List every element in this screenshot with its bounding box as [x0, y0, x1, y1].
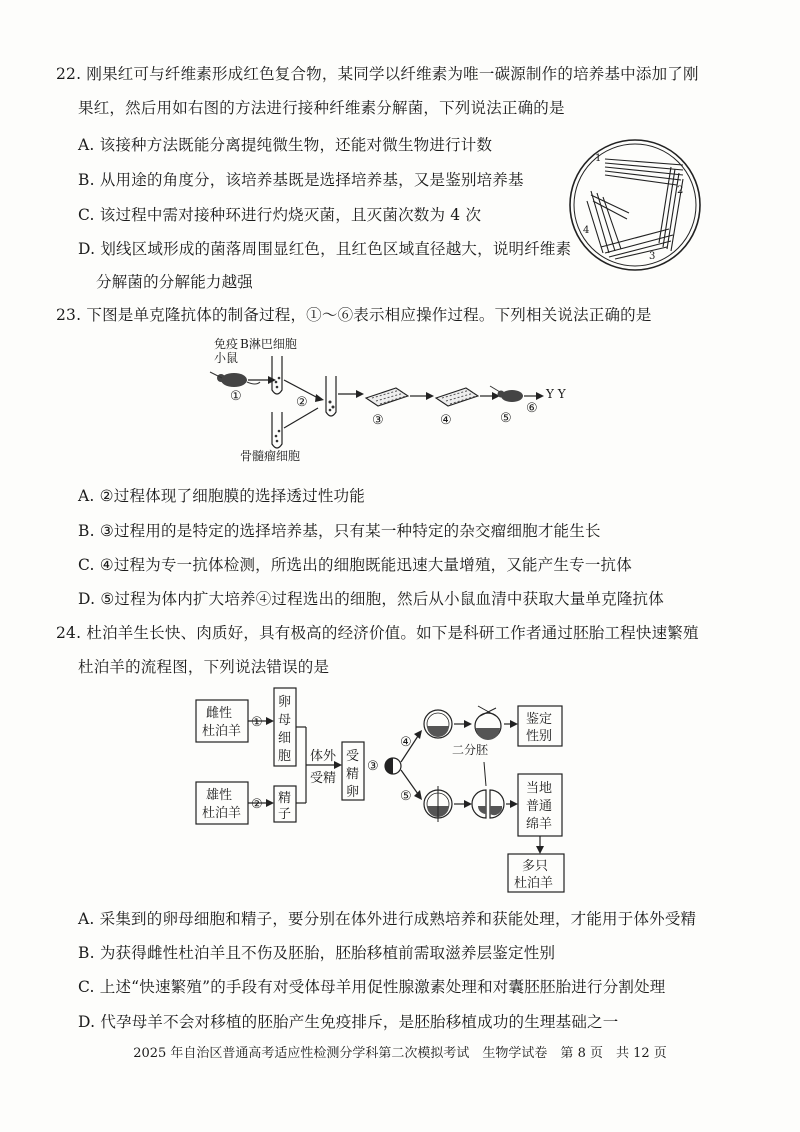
- q22-option-d-line1: D. 划线区域形成的菌落周围显红色，且红色区域直径越大，说明纤维素: [78, 240, 572, 258]
- q23-stem: 23. 下图是单克隆抗体的制备过程，①～⑥表示相应操作过程。下列相关说法正确的是: [56, 306, 652, 324]
- split-embryo-label: 二分胚: [452, 743, 489, 757]
- zygote-char-1: 受: [346, 749, 360, 764]
- culture-plate-icon-2: [436, 388, 478, 406]
- streak-label-2: 2: [677, 185, 684, 196]
- q23-option-a: A. ②过程体现了细胞膜的选择透过性功能: [78, 487, 365, 505]
- step-2-label: ②: [296, 395, 308, 410]
- morula-icon: [385, 758, 401, 774]
- step-1-label: ①: [251, 715, 263, 730]
- male-sheep-label-2: 杜泊羊: [202, 806, 242, 821]
- step-2-label: ②: [251, 797, 263, 812]
- step-3-label: ③: [367, 759, 379, 774]
- blastocyst-biopsy-icon: [475, 706, 501, 740]
- q23-option-c: C. ④过程为专一抗体检测，所选出的细胞既能迅速大量增殖，又能产生专一抗体: [78, 556, 632, 574]
- myeloma-test-tube-icon: [272, 412, 282, 448]
- sex-id-label-2: 性别: [526, 729, 553, 744]
- sperm-char-1: 精: [278, 791, 292, 806]
- q24-option-b: B. 为获得雌性杜泊羊且不伤及胚胎，胚胎移植前需取滋养层鉴定性别: [78, 944, 556, 962]
- zygote-char-2: 精: [346, 767, 360, 782]
- b-cell-test-tube-icon: [272, 356, 282, 394]
- oocyte-char-1: 卵: [278, 695, 292, 710]
- q22-stem-line1: 22. 刚果红可与纤维素形成红色复合物，某同学以纤维素为唯一碳源制作的培养基中添加了刚: [56, 65, 699, 83]
- result-label-1: 多只: [522, 859, 549, 874]
- fusion-test-tube-icon: [326, 376, 336, 416]
- b-lymphocyte-label: B淋巴细胞: [240, 337, 297, 351]
- streak-label-4: 4: [583, 225, 590, 236]
- q23-option-b: B. ③过程用的是特定的选择培养基，只有某一种特定的杂交瘤细胞才能生长: [78, 522, 601, 540]
- streak-plate-diagram: [565, 135, 705, 275]
- q22-option-c: C. 该过程中需对接种环进行灼烧灭菌，且灭菌次数为 4 次: [78, 206, 482, 224]
- ivf-label-2: 受精: [310, 771, 337, 786]
- antibody-icon: Y Y: [546, 387, 566, 401]
- q24-stem-line2: 杜泊羊的流程图，下列说法错误的是: [78, 658, 330, 676]
- embryo-engineering-flowchart: [190, 682, 590, 894]
- q22-option-d-line2: 分解菌的分解能力越强: [96, 273, 254, 291]
- q24-option-c: C. 上述“快速繁殖”的手段有对受体母羊用促性腺激素处理和对囊胚胚胎进行分割处理: [78, 978, 666, 996]
- q24-stem-line1: 24. 杜泊羊生长快、肉质好，具有极高的经济价值。如下是科研工作者通过胚胎工程快速繁殖: [56, 624, 699, 642]
- step-5-label: ⑤: [400, 789, 412, 804]
- petri-dish-inner: [574, 144, 696, 266]
- step-1-label: ①: [230, 389, 242, 404]
- ivf-label-1: 体外: [310, 749, 337, 764]
- step-5-label: ⑤: [500, 411, 512, 426]
- recipient-label-3: 绵羊: [526, 817, 553, 832]
- culture-plate-icon-1: [366, 388, 408, 406]
- blastocyst-icon-lower: [424, 786, 452, 822]
- streak-label-1: 1: [595, 153, 602, 164]
- oocyte-char-2: 母: [278, 713, 292, 728]
- blastocyst-icon-upper-1: [424, 710, 452, 738]
- streak-lines: [587, 159, 683, 259]
- male-sheep-label-1: 雄性: [206, 788, 233, 803]
- zygote-char-3: 卵: [346, 785, 360, 800]
- recipient-label-1: 当地: [526, 781, 553, 796]
- q24-option-a: A. 采集到的卵母细胞和精子，要分别在体外进行成熟培养和获能处理，才能用于体外受精: [78, 910, 697, 928]
- oocyte-char-4: 胞: [278, 749, 292, 764]
- q24-option-d: D. 代孕母羊不会对移植的胚胎产生免疫排斥，是胚胎移植成功的生理基础之一: [78, 1013, 619, 1031]
- step-3-label: ③: [372, 413, 384, 428]
- recipient-label-2: 普通: [526, 799, 553, 814]
- step-6-label: ⑥: [526, 401, 538, 416]
- sperm-char-2: 子: [278, 807, 292, 822]
- monoclonal-antibody-diagram: [200, 332, 580, 467]
- q23-option-d: D. ⑤过程为体内扩大培养④过程选出的细胞，然后从小鼠血清中获取大量单克隆抗体: [78, 590, 664, 608]
- q22-option-a: A. 该接种方法既能分离提纯微生物，还能对微生物进行计数: [78, 136, 493, 154]
- myeloma-cell-label: 骨髓瘤细胞: [240, 449, 301, 463]
- immune-mouse-label-1: 免疫: [214, 337, 239, 351]
- female-sheep-label-2: 杜泊羊: [202, 724, 242, 739]
- oocyte-char-3: 细: [278, 731, 292, 746]
- streak-label-3: 3: [649, 251, 656, 262]
- split-embryo-icon: [472, 762, 504, 818]
- page-footer: 2025 年自治区普通高考适应性检测分学科第二次模拟考试 生物学试卷 第 8 页 共 12 页: [133, 1046, 667, 1061]
- immune-mouse-label-2: 小鼠: [214, 351, 239, 365]
- female-sheep-label-1: 雌性: [206, 706, 233, 721]
- q22-option-b: B. 从用途的角度分，该培养基既是选择培养基，又是鉴别培养基: [78, 171, 524, 189]
- q22-stem-line2: 果红，然后用如右图的方法进行接种纤维素分解菌，下列说法正确的是: [78, 99, 565, 117]
- step-4-label: ④: [440, 413, 452, 428]
- step-4-label: ④: [400, 735, 412, 750]
- sex-id-label-1: 鉴定: [526, 712, 553, 727]
- result-label-2: 杜泊羊: [514, 876, 554, 891]
